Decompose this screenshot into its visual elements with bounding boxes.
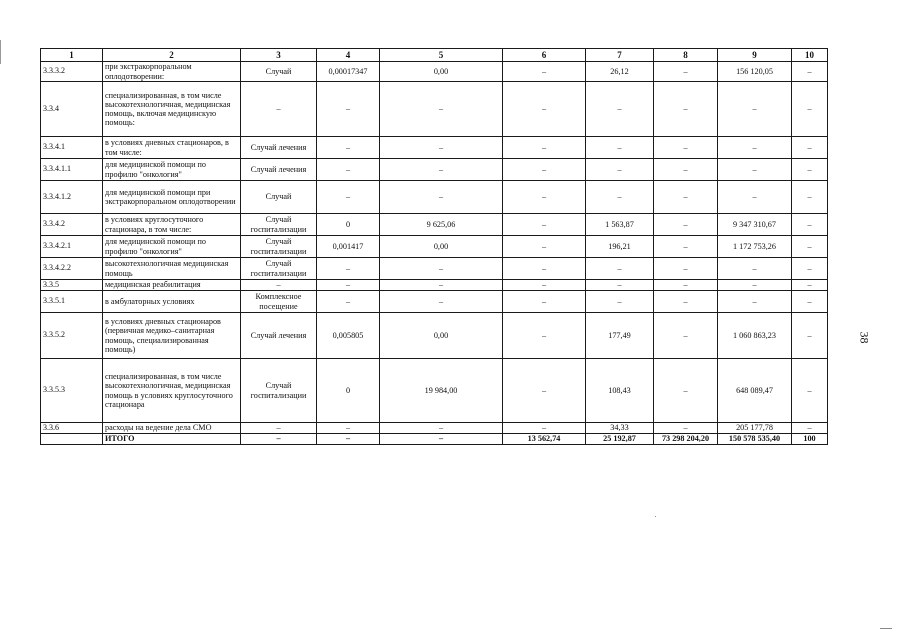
row-name: при экстракорпоральном оплодотворении: [103,62,241,82]
row-name: для медицинской помощи по профилю "онкология" [103,159,241,181]
row-value-8: – [654,313,718,359]
row-value-7: – [586,159,654,181]
col-header-6: 6 [503,49,586,62]
row-name: расходы на ведение дела СМО [103,423,241,434]
row-value-4: – [317,434,380,445]
row-value-10: – [792,82,828,137]
row-value-4: – [317,181,380,214]
row-value-10: – [792,291,828,313]
row-unit: – [241,434,317,445]
row-value-10: – [792,280,828,291]
row-value-5: 19 984,00 [380,359,503,423]
row-value-9: – [718,258,792,280]
row-value-10: – [792,359,828,423]
row-value-8: – [654,280,718,291]
row-value-6: – [503,423,586,434]
row-value-8: – [654,62,718,82]
row-value-8: – [654,236,718,258]
row-value-5: 9 625,06 [380,214,503,236]
row-value-7: – [586,137,654,159]
row-unit: – [241,280,317,291]
row-name: в амбулаторных условиях [103,291,241,313]
row-name: специализированная, в том числе высокотехнологичная, медицинская помощь в условиях круглосуточного стационара [103,359,241,423]
row-value-10: – [792,137,828,159]
row-value-7: – [586,82,654,137]
row-value-8: – [654,82,718,137]
row-code [41,434,103,445]
row-value-9: – [718,137,792,159]
row-value-4: – [317,280,380,291]
scan-speck [655,516,656,517]
row-value-5: – [380,280,503,291]
row-unit: – [241,423,317,434]
row-value-7: 196,21 [586,236,654,258]
row-value-8: 73 298 204,20 [654,434,718,445]
row-value-4: – [317,82,380,137]
row-value-6: – [503,291,586,313]
row-code: 3.3.5.2 [41,313,103,359]
row-value-5: – [380,181,503,214]
row-value-6: – [503,82,586,137]
row-value-8: – [654,181,718,214]
row-value-7: 108,43 [586,359,654,423]
row-code: 3.3.6 [41,423,103,434]
row-value-4: 0 [317,359,380,423]
row-value-10: – [792,236,828,258]
row-code: 3.3.4.1 [41,137,103,159]
row-unit: Случай лечения [241,159,317,181]
table-row [41,359,828,423]
row-value-6: – [503,214,586,236]
table-row [41,280,828,291]
header-row [41,49,828,62]
row-code: 3.3.5.3 [41,359,103,423]
row-value-9: 150 578 535,40 [718,434,792,445]
row-value-9: 1 060 863,23 [718,313,792,359]
row-unit: Случай [241,62,317,82]
table-row [41,236,828,258]
row-unit: Комплексное посещение [241,291,317,313]
row-unit: Случай госпитализации [241,214,317,236]
row-value-7: 1 563,87 [586,214,654,236]
table-row [41,137,828,159]
row-value-4: – [317,423,380,434]
row-value-5: 0,00 [380,236,503,258]
col-header-8: 8 [654,49,718,62]
row-value-6: – [503,181,586,214]
row-value-6: – [503,137,586,159]
row-unit: Случай лечения [241,313,317,359]
row-value-7: 26,12 [586,62,654,82]
row-value-6: – [503,236,586,258]
total-row [41,434,828,445]
row-value-4: 0,005805 [317,313,380,359]
row-code: 3.3.4.2.1 [41,236,103,258]
row-value-10: – [792,313,828,359]
col-header-9: 9 [718,49,792,62]
table-row [41,159,828,181]
row-value-5: – [380,291,503,313]
table-row [41,291,828,313]
row-unit: Случай лечения [241,137,317,159]
row-value-9: – [718,82,792,137]
row-value-10: 100 [792,434,828,445]
row-value-7: – [586,181,654,214]
row-value-4: – [317,159,380,181]
row-name: для медицинской помощи по профилю "онкология" [103,236,241,258]
row-code: 3.3.4.2.2 [41,258,103,280]
row-code: 3.3.4 [41,82,103,137]
row-value-5: 0,00 [380,62,503,82]
row-name: медицинская реабилитация [103,280,241,291]
row-value-5: – [380,159,503,181]
row-value-7: 34,33 [586,423,654,434]
col-header-4: 4 [317,49,380,62]
page-number: 38 [857,331,872,344]
row-value-8: – [654,258,718,280]
row-value-5: – [380,434,503,445]
row-value-10: – [792,214,828,236]
row-value-10: – [792,258,828,280]
row-value-4: 0,001417 [317,236,380,258]
row-code: 3.3.4.1.1 [41,159,103,181]
table-row [41,82,828,137]
row-value-9: 1 172 753,26 [718,236,792,258]
data-table [40,48,828,445]
row-value-7: – [586,280,654,291]
table-row [41,62,828,82]
row-name: в условиях круглосуточного стационара, в том числе: [103,214,241,236]
col-header-7: 7 [586,49,654,62]
row-value-9: – [718,159,792,181]
row-code: 3.3.5 [41,280,103,291]
row-code: 3.3.4.2 [41,214,103,236]
row-value-10: – [792,423,828,434]
row-value-5: – [380,137,503,159]
binding-mark [0,40,1,64]
row-value-10: – [792,181,828,214]
row-value-8: – [654,159,718,181]
scan-speck [880,628,892,629]
row-value-8: – [654,214,718,236]
row-value-4: – [317,291,380,313]
row-value-8: – [654,359,718,423]
row-name: высокотехнологичная медицинская помощь [103,258,241,280]
row-name: специализированная, в том числе высокотехнологичная, медицинская помощь, включая медицинскую помощь: [103,82,241,137]
row-value-6: – [503,159,586,181]
row-value-6: – [503,313,586,359]
row-name: для медицинской помощи при экстракорпоральном оплодотворении [103,181,241,214]
table-row [41,181,828,214]
row-value-5: 0,00 [380,313,503,359]
row-value-6: – [503,359,586,423]
row-value-4: 0 [317,214,380,236]
row-unit: Случай [241,181,317,214]
col-header-10: 10 [792,49,828,62]
col-header-5: 5 [380,49,503,62]
row-value-6: – [503,258,586,280]
row-value-5: – [380,423,503,434]
total-label: ИТОГО [103,434,241,445]
table-row [41,258,828,280]
row-value-10: – [792,62,828,82]
table-row [41,214,828,236]
row-unit: Случай госпитализации [241,258,317,280]
row-value-9: – [718,181,792,214]
row-unit: Случай госпитализации [241,359,317,423]
row-value-9: – [718,291,792,313]
row-value-7: 25 192,87 [586,434,654,445]
row-value-7: 177,49 [586,313,654,359]
row-value-9: 9 347 310,67 [718,214,792,236]
row-value-9: 156 120,05 [718,62,792,82]
row-name: в условиях дневных стационаров (первичная медико–санитарная помощь, специализированная помощь) [103,313,241,359]
row-value-9: – [718,280,792,291]
col-header-1: 1 [41,49,103,62]
row-code: 3.3.5.1 [41,291,103,313]
row-value-4: – [317,137,380,159]
row-value-10: – [792,159,828,181]
row-value-4: – [317,258,380,280]
row-code: 3.3.4.1.2 [41,181,103,214]
table-row [41,313,828,359]
row-value-7: – [586,258,654,280]
col-header-3: 3 [241,49,317,62]
row-value-9: 648 089,47 [718,359,792,423]
row-value-9: 205 177,78 [718,423,792,434]
row-unit: – [241,82,317,137]
row-value-6: 13 562,74 [503,434,586,445]
row-name: в условиях дневных стационаров, в том числе: [103,137,241,159]
row-value-6: – [503,62,586,82]
col-header-2: 2 [103,49,241,62]
row-value-4: 0,00017347 [317,62,380,82]
row-value-5: – [380,82,503,137]
row-unit: Случай госпитализации [241,236,317,258]
table-row [41,423,828,434]
row-value-7: – [586,291,654,313]
row-value-8: – [654,137,718,159]
row-value-8: – [654,423,718,434]
row-code: 3.3.3.2 [41,62,103,82]
row-value-8: – [654,291,718,313]
row-value-6: – [503,280,586,291]
row-value-5: – [380,258,503,280]
